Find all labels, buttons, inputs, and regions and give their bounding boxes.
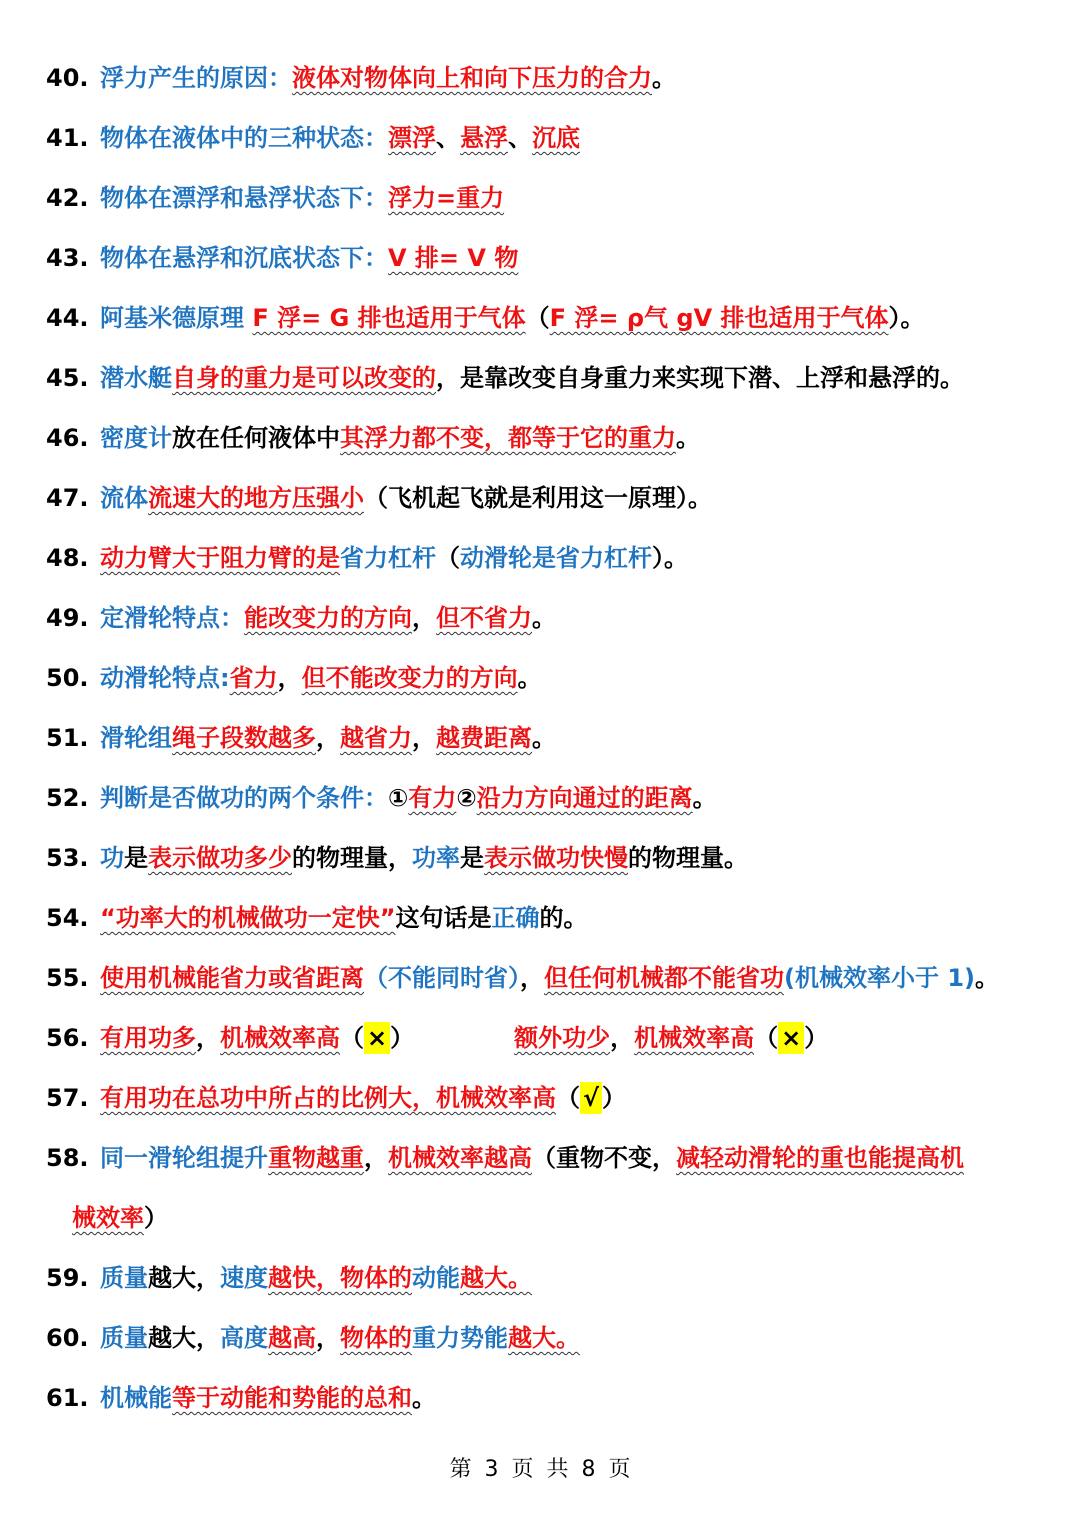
item-answer: F 浮= ρ气 gV 排也适用于气体 <box>549 304 889 332</box>
item-text: ） <box>144 1204 168 1232</box>
item-text: 这句话是 <box>395 904 492 932</box>
item-59 <box>46 1258 1050 1298</box>
item-number: 44. <box>46 304 89 332</box>
item-number: 40. <box>46 64 89 92</box>
item-text: （不能同时省） <box>364 964 520 992</box>
item-text: 。 <box>975 964 999 992</box>
item-text: ， <box>277 664 302 692</box>
item-number: 55. <box>46 964 89 992</box>
item-answer: 省力 <box>229 664 278 692</box>
item-number: 43. <box>46 244 89 272</box>
item-text: 物体在液体中的三种状态： <box>100 124 388 152</box>
item-answer: 漂浮 <box>388 124 436 152</box>
item-text: ， <box>196 1024 220 1052</box>
item-number: 51. <box>46 724 89 752</box>
item-answer: 机械效率高 <box>220 1024 340 1052</box>
item-text: 的。 <box>539 904 588 932</box>
item-number: 60. <box>46 1324 89 1352</box>
item-number: 61. <box>46 1384 89 1412</box>
item-text: 越大， <box>148 1264 220 1292</box>
item-answer: 越高 <box>268 1324 316 1352</box>
check-mark: √ <box>580 1082 602 1114</box>
item-number: 50. <box>46 664 89 692</box>
item-text: （ <box>340 1024 364 1052</box>
item-number: 49. <box>46 604 89 632</box>
item-answer: 沿力方向通过的距离 <box>476 784 693 812</box>
item-text: (机械效率小于 1) <box>784 964 975 992</box>
item-42 <box>46 178 1050 218</box>
item-number: 56. <box>46 1024 89 1052</box>
item-48 <box>46 538 1050 578</box>
item-number: 41. <box>46 124 89 152</box>
item-text: ① <box>388 784 409 812</box>
item-54 <box>46 898 1050 938</box>
item-answer: 表示做功多少 <box>148 844 292 872</box>
item-number: 53. <box>46 844 89 872</box>
item-text: 潜水艇 <box>100 364 172 392</box>
item-text: ， <box>610 1024 635 1052</box>
item-44 <box>46 298 1050 338</box>
item-answer: 额外功少 <box>514 1024 611 1052</box>
item-58-continued <box>72 1198 1050 1238</box>
item-number: 57. <box>46 1084 89 1112</box>
item-55 <box>46 958 1050 998</box>
item-text: 正确 <box>491 904 540 932</box>
item-answer: 越省力 <box>340 724 412 752</box>
item-answer: 越大。 <box>460 1264 532 1292</box>
item-text: 定滑轮特点： <box>100 604 244 632</box>
item-text: 浮力产生的原因： <box>100 64 292 92</box>
item-text: 、 <box>508 124 532 152</box>
item-answer: 表示做功快慢 <box>484 844 628 872</box>
item-text: 密度计 <box>100 424 172 452</box>
item-text: ， <box>316 1324 340 1352</box>
item-answer: “功率大的机械做功一定快” <box>100 904 396 932</box>
item-answer: V 排= V 物 <box>388 244 519 272</box>
item-text: （ <box>754 1024 779 1052</box>
item-text: ） <box>602 1084 627 1112</box>
item-answer: 有用功多 <box>100 1024 196 1052</box>
item-number: 45. <box>46 364 89 392</box>
item-text: （ <box>436 544 460 572</box>
item-text: 。 <box>692 784 717 812</box>
item-answer: 能改变力的方向 <box>244 604 412 632</box>
item-answer: 重物越重 <box>268 1144 364 1172</box>
item-text: 的物理量， <box>292 844 412 872</box>
item-61 <box>46 1378 1050 1418</box>
item-answer: 有力 <box>408 784 457 812</box>
item-answer: 但任何机械都不能省功 <box>544 964 784 992</box>
item-answer: 减轻动滑轮的重也能提高机 <box>676 1144 964 1172</box>
item-answer: 械效率 <box>72 1204 144 1232</box>
item-text: 流体 <box>100 484 148 512</box>
item-answer: 越快，物体的 <box>268 1264 412 1292</box>
item-answer: 绳子段数越多 <box>172 724 316 752</box>
item-text: 动能 <box>412 1264 460 1292</box>
item-text: 滑轮组 <box>100 724 172 752</box>
item-number: 54. <box>46 904 89 932</box>
item-text: ， <box>316 724 340 752</box>
item-text: 是 <box>124 844 148 872</box>
item-60 <box>46 1318 1050 1358</box>
item-50 <box>46 658 1050 698</box>
item-text: （ <box>556 1084 580 1112</box>
item-text: 动滑轮特点: <box>100 664 230 692</box>
item-text: 阿基米德原理 <box>100 304 253 332</box>
item-text: 质量 <box>100 1264 148 1292</box>
item-answer: 其浮力都不变，都等于它的重力 <box>340 424 676 452</box>
item-40 <box>46 58 1050 98</box>
item-text: 高度 <box>220 1324 268 1352</box>
item-text: 。 <box>532 604 556 632</box>
item-text: 重力势能 <box>412 1324 508 1352</box>
item-text: 质量 <box>100 1324 148 1352</box>
cross-mark: × <box>364 1022 390 1054</box>
item-answer: 自身的重力是可以改变的 <box>172 364 436 392</box>
item-text: 物体在悬浮和沉底状态下： <box>100 244 388 272</box>
item-number: 42. <box>46 184 89 212</box>
item-text: 。 <box>676 424 700 452</box>
item-answer: 动力臂大于阻力臂的是 <box>100 544 340 572</box>
item-answer: 但不能改变力的方向 <box>301 664 518 692</box>
item-text: （ <box>525 304 550 332</box>
item-answer: F 浮= G 排也适用于气体 <box>252 304 526 332</box>
item-text: ， <box>412 724 436 752</box>
item-text: 放在任何液体中 <box>172 424 340 452</box>
item-text: 机械能 <box>100 1384 172 1412</box>
item-text: ） <box>804 1024 829 1052</box>
item-answer: 越费距离 <box>436 724 532 752</box>
item-text: ，是靠改变自身重力来实现下潜、上浮和悬浮的。 <box>436 364 964 392</box>
item-answer: 机械效率越高 <box>388 1144 532 1172</box>
item-text: 速度 <box>220 1264 268 1292</box>
item-52 <box>46 778 1050 818</box>
item-text: ）。 <box>652 544 688 572</box>
item-answer: 沉底 <box>532 124 580 152</box>
item-text: 、 <box>436 124 460 152</box>
item-43 <box>46 238 1050 278</box>
item-number: 59. <box>46 1264 89 1292</box>
item-46 <box>46 418 1050 458</box>
item-text: ② <box>456 784 477 812</box>
item-text: 功 <box>100 844 124 872</box>
item-answer: 浮力=重力 <box>388 184 505 212</box>
item-answer: 流速大的地方压强小 <box>148 484 364 512</box>
item-49 <box>46 598 1050 638</box>
item-text: ， <box>520 964 544 992</box>
item-text: （飞机起飞就是利用这一原理）。 <box>364 484 712 512</box>
item-text: 判断是否做功的两个条件： <box>100 784 388 812</box>
item-45 <box>46 358 1050 398</box>
item-number: 52. <box>46 784 89 812</box>
item-51 <box>46 718 1050 758</box>
item-47 <box>46 478 1050 518</box>
item-answer: 越大。 <box>508 1324 580 1352</box>
item-text: ）。 <box>888 304 925 332</box>
item-answer: 液体对物体向上和向下压力的合力 <box>292 64 652 92</box>
item-58 <box>46 1138 1050 1178</box>
item-number: 58. <box>46 1144 89 1172</box>
cross-mark: × <box>778 1022 804 1054</box>
item-41 <box>46 118 1050 158</box>
item-number: 48. <box>46 544 89 572</box>
item-answer: 等于动能和势能的总和 <box>172 1384 412 1412</box>
item-answer: 使用机械能省力或省距离 <box>100 964 364 992</box>
item-text: ， <box>364 1144 388 1172</box>
item-text: 。 <box>517 664 542 692</box>
item-answer: 有用功在总功中所占的比例大，机械效率高 <box>100 1084 556 1112</box>
item-text: 。 <box>532 724 556 752</box>
item-text: 功率 <box>412 844 460 872</box>
item-text: 越大， <box>148 1324 220 1352</box>
item-53 <box>46 838 1050 878</box>
item-text: 省力杠杆 <box>340 544 436 572</box>
item-text: 物体在漂浮和悬浮状态下： <box>100 184 388 212</box>
item-answer: 物体的 <box>340 1324 412 1352</box>
item-text: ， <box>412 604 436 632</box>
item-answer: 但不省力 <box>436 604 532 632</box>
item-text: 。 <box>652 64 676 92</box>
item-text: ） <box>390 1024 415 1052</box>
item-text: 是 <box>460 844 484 872</box>
item-answer: 悬浮 <box>460 124 508 152</box>
item-text: 的物理量。 <box>628 844 748 872</box>
item-number: 47. <box>46 484 89 512</box>
item-text: 同一滑轮组提升 <box>100 1144 268 1172</box>
item-57 <box>46 1078 1050 1118</box>
page-footer: 第 3 页 共 8 页 <box>449 1457 631 1482</box>
item-answer: 机械效率高 <box>634 1024 755 1052</box>
item-56 <box>46 1018 1050 1058</box>
item-text: 。 <box>412 1384 436 1412</box>
item-text: （重物不变， <box>532 1144 676 1172</box>
item-number: 46. <box>46 424 89 452</box>
item-text: 动滑轮是省力杠杆 <box>460 544 652 572</box>
